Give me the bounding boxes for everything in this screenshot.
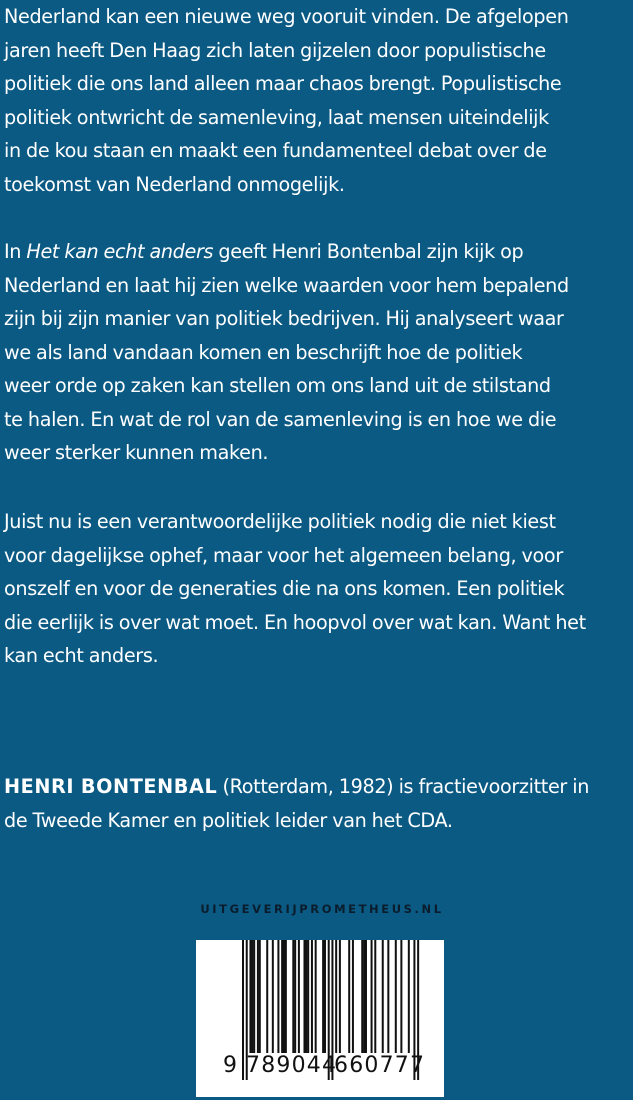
isbn-right-group: 660777 [334, 1053, 426, 1078]
blurb-line: in de kou staan en maakt een fundamenteel debat over de [4, 139, 547, 162]
bio-line [4, 770, 633, 804]
blurb-line: onszelf en voor de generaties die na ons komen. Een politiek [4, 577, 565, 600]
blurb-line: weer orde op zaken kan stellen om ons land uit de stilstand [4, 374, 551, 397]
isbn-first-digit: 9 [223, 1053, 239, 1078]
blurb-prefix: In [4, 240, 27, 263]
blurb-line: weer sterker kunnen maken. [4, 441, 269, 464]
blurb-paragraph-1 [4, 0, 633, 201]
blurb-line: voor dagelijkse ophef, maar voor het algemeen belang, voor [4, 543, 563, 567]
blurb-paragraph-3 [4, 505, 633, 673]
blurb-line: Nederland en laat hij zien welke waarden voor hem bepalend [4, 273, 569, 297]
author-bio [4, 770, 633, 837]
blurb-line: we als land vandaan komen en beschrijft hoe de politiek [4, 340, 523, 364]
blurb-line: kan echt anders. [4, 644, 159, 667]
author-name: HENRI BONTENBAL [4, 775, 218, 798]
blurb-line: Nederland kan een nieuwe weg vooruit vinden. De afgelopen [4, 5, 569, 28]
book-title: Het kan echt anders [26, 240, 214, 263]
blurb-line: Juist nu is een verantwoordelijke politiek nodig die niet kiest [4, 510, 556, 533]
publisher-website: UITGEVERIJPROMETHEUS.NL [200, 902, 444, 916]
blurb-line [4, 235, 633, 269]
blurb-suffix: geeft Henri Bontenbal zijn kijk op [213, 240, 524, 263]
blurb-line: die eerlijk is over wat moet. En hoopvol over wat kan. Want het [4, 610, 586, 634]
blurb-line: politiek die ons land alleen maar chaos brengt. Populistische [4, 72, 562, 95]
blurb-line: zijn bij zijn manier van politiek bedrijven. Hij analyseert waar [4, 307, 564, 330]
isbn-left-group: 789044 [246, 1053, 338, 1078]
blurb-line: politiek ontwricht de samenleving, laat mensen uiteindelijk [4, 105, 549, 129]
bio-line: de Tweede Kamer en politiek leider van het CDA. [4, 808, 453, 832]
blurb-line: te halen. En wat de rol van de samenleving is en hoe we die [4, 407, 557, 431]
bio-rest: (Rotterdam, 1982) is fractievoorzitter in [217, 775, 590, 798]
blurb-line: toekomst van Nederland onmogelijk. [4, 172, 345, 196]
blurb-paragraph-2 [4, 235, 633, 470]
blurb-line: jaren heeft Den Haag zich laten gijzelen door populistische [4, 38, 546, 62]
